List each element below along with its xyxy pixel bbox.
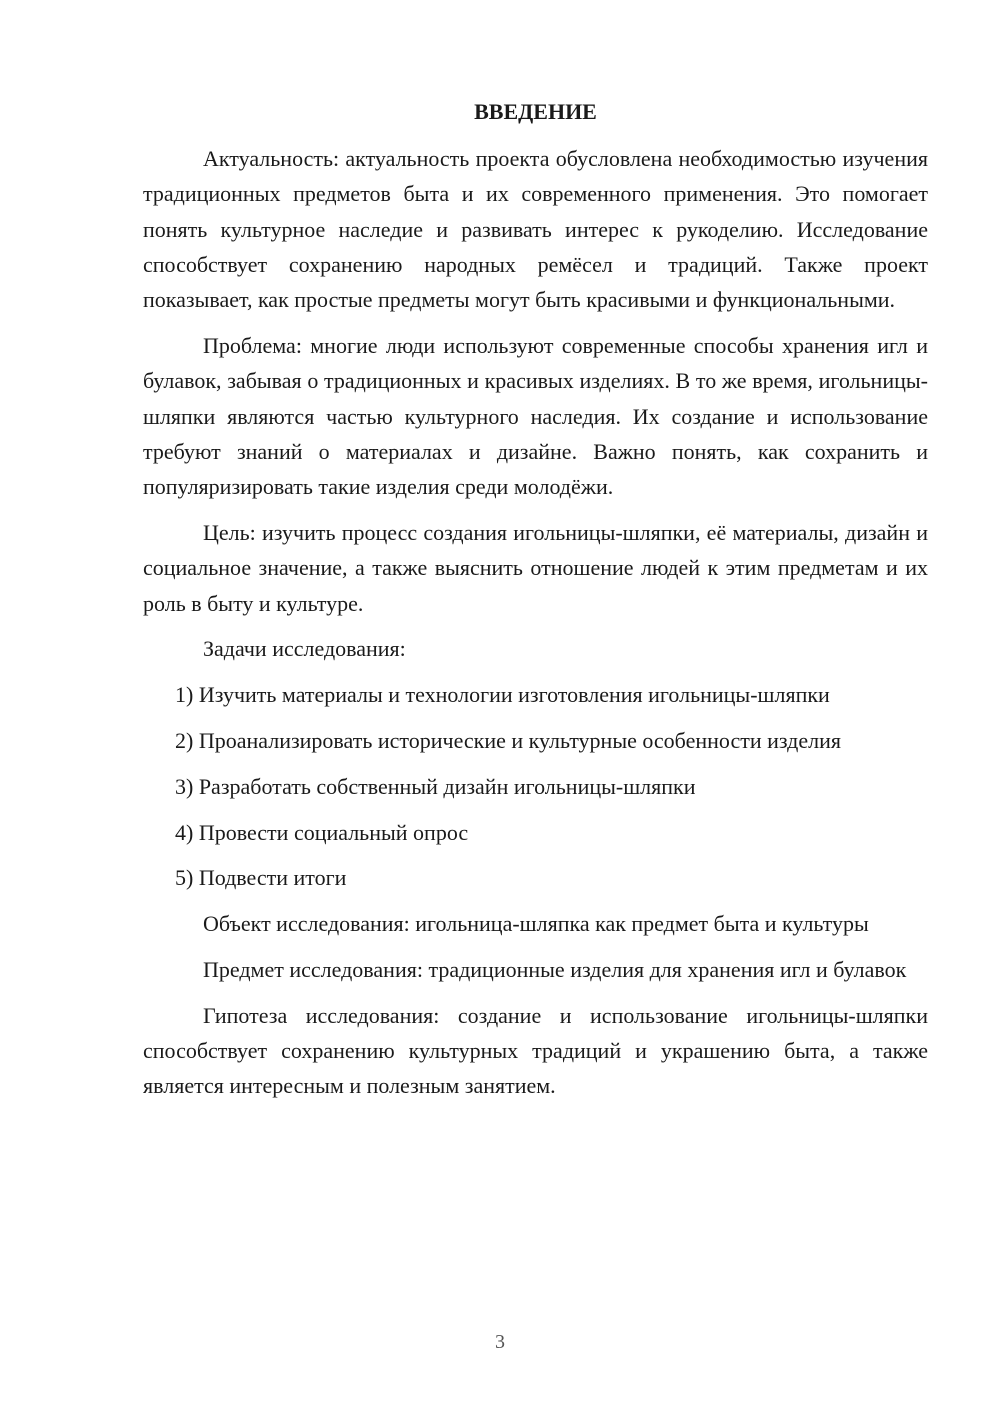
task-item: 1) Изучить материалы и технологии изготовления игольницы-шляпки (175, 682, 830, 708)
task-item: 3) Разработать собственный дизайн игольницы-шляпки (175, 773, 696, 799)
page-number: 3 (495, 1331, 505, 1353)
paragraph-tasks-heading: Задачи исследования: (203, 636, 406, 662)
section-title: ВВЕДЕНИЕ (474, 99, 597, 124)
paragraph-subject: Предмет исследования: традиционные изделия для хранения игл и булавок (203, 956, 907, 982)
paragraph-hypothesis: Гипотеза исследования: создание и использование игольницы-шляпки способствует сохранению культурных традиций и украшению быта, а также является интересным и полезным занятием. (143, 1002, 928, 1099)
paragraph-goal: Цель: изучить процесс создания игольницы-шляпки, её материалы, дизайн и социальное значение, а также выяснить отношение людей к этим предметам и их роль в быту и культуре. (143, 519, 928, 616)
document-body (143, 141, 928, 1104)
task-item: 4) Провести социальный опрос (175, 819, 469, 845)
task-item: 5) Подвести итоги (175, 865, 347, 891)
paragraph-object: Объект исследования: игольница-шляпка как предмет быта и культуры (203, 911, 869, 937)
paragraph-problem: Проблема: многие люди используют современные способы хранения игл и булавок, забывая о традиционных и красивых изделиях. В то же время, игольницы-шляпки являются частью культурного наследия. Их создание и использование требуют знаний о материалах и дизайне. Важно понять, как сохранить и популяризировать такие изделия среди молодёжи. (143, 332, 928, 500)
task-item: 2) Проанализировать исторические и культурные особенности изделия (175, 727, 841, 753)
paragraph-relevance: Актуальность: актуальность проекта обусловлена необходимостью изучения традиционных предметов быта и их современного применения. Это помогает понять культурное наследие и развивать интерес к рукоделию. Исследование способствует сохранению народных ремёсел и традиций. Также проект показывает, как простые предметы могут быть красивыми и функциональными. (143, 146, 928, 313)
